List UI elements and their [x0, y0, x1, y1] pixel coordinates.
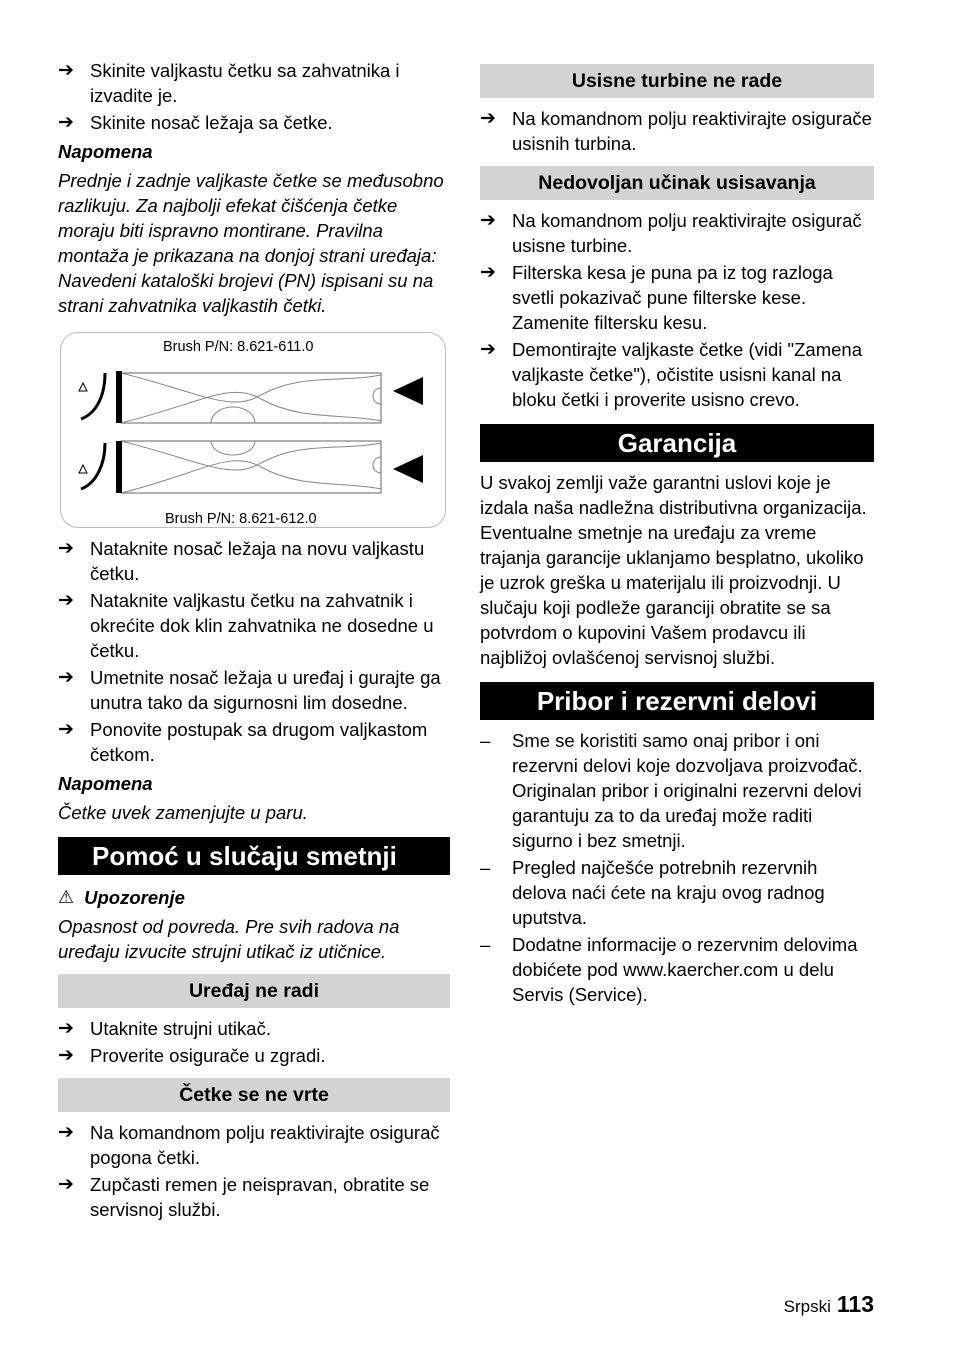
arrow-right-icon: ➔ — [58, 667, 74, 688]
list-item — [58, 717, 450, 767]
step-text: Utaknite strujni utikač. — [90, 1018, 271, 1039]
step-text: Nataknite valjkastu četku na zahvatnik i okrećite dok klin zahvatnika ne dosedne u četku. — [90, 590, 434, 661]
note-text: Četke uvek zamenjujte u paru. — [58, 802, 308, 823]
footer-language: Srpski — [783, 1297, 831, 1316]
step-text: Proverite osigurače u zgradi. — [90, 1045, 326, 1066]
arrow-right-icon: ➔ — [58, 538, 74, 559]
list-item — [480, 337, 874, 412]
step-text: Umetnite nosač ležaja u uređaj i gurajte ga unutra tako da sigurnosni lim dosedne. — [90, 667, 441, 713]
right-column — [480, 64, 874, 1009]
subheading-turbines-not-working: Usisne turbine ne rade — [480, 64, 874, 98]
list-item — [480, 855, 874, 930]
item-text: Sme se koristiti samo onaj pribor i oni rezervni delovi koje dozvoljava proizvođač. Originalan pribor i originalni rezervni delovi garantuju za to da uređaj može raditi sigurno i bez smetnji. — [512, 730, 863, 851]
page-footer — [784, 1292, 874, 1319]
step-text: Na komandnom polju reaktivirajte osigurač pogona četki. — [90, 1122, 440, 1168]
note-text-part1: Prednje i zadnje valjkaste četke se međusobno razlikuju. Za najbolji efekat čišćenja četke moraju biti ispravno montirane. Pravilna montaža je prikazana na donjoj strani uređaja: — [58, 170, 444, 266]
arrow-right-icon: ➔ — [58, 590, 74, 611]
warning-text: Opasnost od povreda. Pre svih radova na uređaju izvucite strujni utikač iz utičnice. — [58, 916, 400, 962]
item-text: Dodatne informacije o rezervnim delovima dobićete pod www.kaercher.com u delu Servis (Service). — [512, 934, 858, 1005]
list-item — [480, 208, 874, 258]
upper-brush — [121, 373, 381, 423]
list-item — [58, 1120, 450, 1170]
list-item — [58, 1016, 450, 1041]
arrow-right-icon: ➔ — [480, 210, 496, 231]
section-heading-accessories: Pribor i rezervni delovi — [480, 682, 874, 720]
warranty-text: U svakoj zemlji važe garantni uslovi koje je izdala naša nadležna distributivna organizacija. Eventualne smetnje na uređaju za vreme trajanja garancije uklanjamo besplatno, ukoliko je uzrok greška u materijalu ili proizvodnji. U slučaju koji podleže garanciji obratite se sa potvrdom o kupovini Vašem prodavcu ili najbližoj ovlašćenoj servisnoj službi. — [480, 472, 867, 668]
step-text: Nataknite nosač ležaja na novu valjkastu četku. — [90, 538, 425, 584]
note-text — [58, 168, 450, 318]
step-text: Demontirajte valjkaste četke (vidi "Zamena valjkaste četke"), očistite usisni kanal na bloku četki i proverite usisno crevo. — [512, 339, 862, 410]
brush-label-top: Brush P/N: 8.621-611.0 — [163, 339, 314, 355]
arrow-right-icon: ➔ — [58, 112, 74, 133]
brush-illustration — [61, 333, 447, 529]
left-column — [58, 58, 450, 1224]
warning-label: Upozorenje — [84, 887, 185, 908]
warning-triangle-icon: ⚠ — [58, 887, 75, 907]
arrow-right-icon: ➔ — [480, 108, 496, 129]
dash-bullet: – — [480, 730, 491, 751]
step-text: Zupčasti remen je neispravan, obratite se servisnoj službi. — [90, 1174, 430, 1220]
arrow-right-icon: ➔ — [58, 1045, 74, 1066]
list-item — [58, 1043, 450, 1068]
step-text: Na komandnom polju reaktivirajte osigurače usisnih turbina. — [512, 108, 872, 154]
arrow-right-icon: ➔ — [58, 1174, 74, 1195]
list-item — [480, 106, 874, 156]
arrow-right-icon: ➔ — [58, 719, 74, 740]
lower-brush — [121, 441, 381, 493]
list-item — [480, 728, 874, 853]
step-text: Ponovite postupak sa drugom valjkastom četkom. — [90, 719, 428, 765]
step-text: Filterska kesa je puna pa iz tog razloga svetli pokazivač pune filterske kese. Zamenite filtersku kesu. — [512, 262, 833, 333]
list-item — [58, 536, 450, 586]
arrow-right-icon: ➔ — [58, 1018, 74, 1039]
step-text: Na komandnom polju reaktivirajte osigurač usisne turbine. — [512, 210, 862, 256]
subheading-device-not-working: Uređaj ne radi — [58, 974, 450, 1008]
note-heading: Napomena — [58, 141, 153, 162]
list-item — [480, 260, 874, 335]
arrow-right-icon: ➔ — [480, 339, 496, 360]
brush-label-bottom: Brush P/N: 8.621-612.0 — [165, 511, 317, 527]
dash-bullet: – — [480, 934, 491, 955]
dash-bullet: – — [480, 857, 491, 878]
arrow-right-icon: ➔ — [58, 1122, 74, 1143]
section-heading-warranty: Garancija — [480, 424, 874, 462]
arrow-right-icon: ➔ — [480, 262, 496, 283]
item-text: Pregled najčešće potrebnih rezervnih delova naći ćete na kraju ovog radnog uputstva. — [512, 857, 825, 928]
warning-heading — [58, 885, 450, 910]
list-item — [58, 665, 450, 715]
subheading-insufficient-suction: Nedovoljan učinak usisavanja — [480, 166, 874, 200]
arrow-right-icon: ➔ — [58, 60, 74, 81]
list-item — [58, 110, 450, 135]
list-item — [58, 58, 450, 108]
note-text-part2: Navedeni kataloški brojevi (PN) ispisani su na strani zahvatnika valjkastih četki. — [58, 270, 434, 316]
note-heading: Napomena — [58, 773, 153, 794]
subheading-brushes-not-turning: Četke se ne vrte — [58, 1078, 450, 1112]
section-heading-troubleshooting: Pomoć u slučaju smetnji — [58, 837, 450, 875]
brush-diagram — [60, 332, 446, 528]
list-item — [58, 588, 450, 663]
step-text: Skinite valjkastu četku sa zahvatnika i izvadite je. — [90, 60, 400, 106]
list-item — [58, 1172, 450, 1222]
list-item — [480, 932, 874, 1007]
step-text: Skinite nosač ležaja sa četke. — [90, 112, 333, 133]
page-number: 113 — [836, 1291, 874, 1317]
